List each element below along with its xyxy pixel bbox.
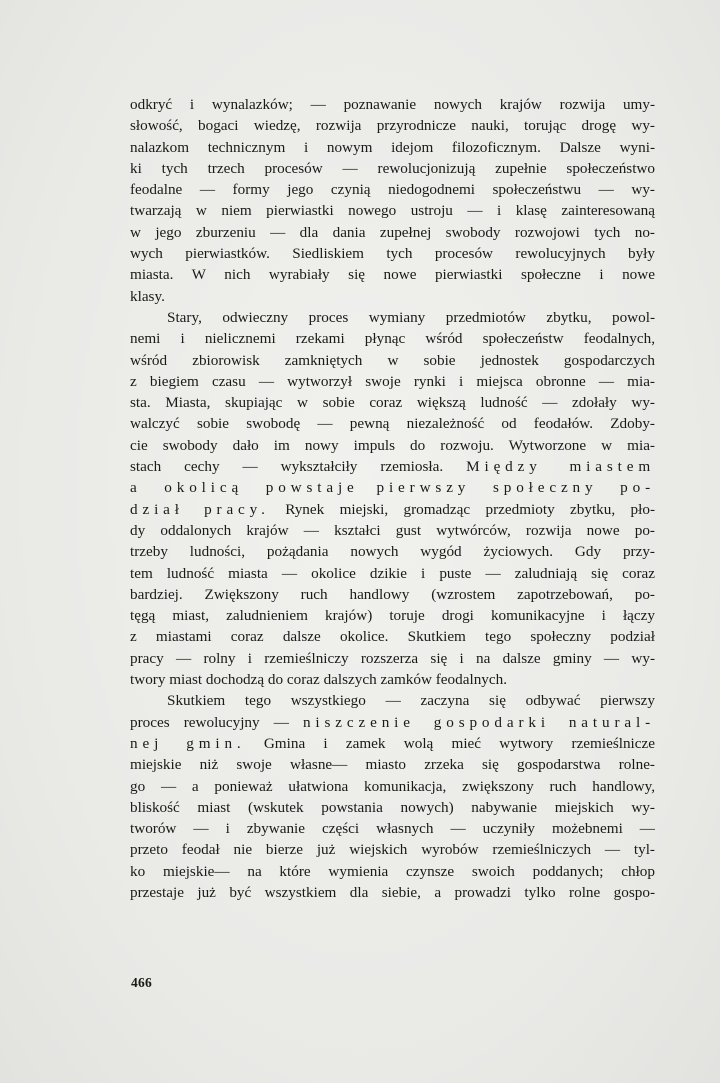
text-fragment: Gmina i zamek wolą mieć wytwory rzemieślnicze (263, 734, 655, 752)
text-line: słowość, bogaci wiedzę, rozwija przyrodnicze nauki, torując drogę wy- (130, 117, 655, 135)
text-line: ki tych trzech procesów — rewolucjonizują zupełnie społeczeństwo (130, 159, 655, 177)
text-line: przestaje już być wszystkiem dla siebie, a prowadzi tylko rolne gospo- (130, 883, 655, 901)
body-text (130, 94, 655, 903)
text-line: miejskie niż swoje własne— miasto zrzeka się gospodarstwa rolne- (130, 756, 655, 774)
text-line-mixed (130, 712, 655, 733)
text-line: cie swobody dało im nowy impuls do rozwoju. Wytworzone w mia- (130, 436, 655, 454)
text-line: wych pierwiastków. Siedliskiem tych procesów rewolucyjnych były (130, 245, 655, 263)
text-fragment: Rynek miejski, gromadząc przedmioty zbytku, pło- (285, 500, 656, 518)
text-line-mixed (130, 456, 655, 477)
text-line: twarzają w niem pierwiastki nowego ustroju — i klasę zainteresowaną (130, 202, 655, 220)
text-line: z biegiem czasu — wytworzył swoje rynki i miejsca obronne — mia- (130, 372, 655, 390)
text-fragment: stach cechy — wykształciły rzemiosła. (130, 458, 444, 476)
text-line: nemi i nielicznemi rzekami płynąc wśród społeczeństw feodalnych, (130, 330, 655, 348)
page-number: 466 (131, 975, 153, 990)
text-line: dy oddalonych krajów — kształci gust wytwórców, rozwija nowe po- (130, 521, 655, 539)
spaced-emphasis: dział pracy. (130, 500, 270, 518)
text-line: ko miejskie— na które wymienia czynsze swoich poddanych; chłop (130, 862, 655, 880)
text-line-mixed (130, 499, 655, 520)
text-line: w jego zburzeniu — dla dania zupełnej swobody rozwojowi tych no- (130, 223, 655, 241)
text-line: feodalne — formy jego czynią niedogodnemi społeczeństwu — wy- (130, 181, 655, 199)
spaced-emphasis: pierwszy społeczny po- (376, 479, 656, 497)
text-line: bardziej. Zwiększony ruch handlowy (wzrostem zapotrzebowań, po- (130, 585, 655, 603)
text-line: miasta. W nich wyrabiały się nowe pierwiastki społeczne i nowe (130, 266, 655, 284)
text-line: nalazkom technicznym i nowym idejom filozoficznym. Dalsze wyni- (130, 138, 655, 156)
text-line-mixed (130, 733, 655, 754)
text-line: trzeby ludności, pożądania nowych wygód życiowych. Gdy przy- (130, 543, 655, 561)
text-line: walczyć sobie swobodę — pewną niezależność od feodałów. Zdoby- (130, 415, 655, 433)
text-line: twory miast dochodzą do coraz dalszych zamków feodalnych. (130, 671, 508, 689)
text-line: tęgą miast, zaludnieniem krajów) toruje drogi komunikacyjne i łączy (130, 607, 655, 625)
text-line: Skutkiem tego wszystkiego — zaczyna się odbywać pierwszy (167, 692, 655, 710)
spaced-emphasis: a okolicą powstaje (130, 479, 359, 497)
text-line: wśród zbiorowisk zamkniętych w sobie jednostek gospodarczych (130, 351, 655, 369)
spaced-emphasis: niszczenie gospodarki natural- (302, 713, 655, 731)
text-line: bliskość miast (wskutek powstania nowych) nabywanie miejskich wy- (130, 798, 655, 816)
spaced-emphasis: nej gmin. (130, 734, 246, 752)
text-line: pracy — rolny i rzemieślniczy rozszerza się i na dalsze gminy — wy- (130, 649, 655, 667)
text-line: odkryć i wynalazków; — poznawanie nowych krajów rozwija umy- (130, 96, 655, 113)
spaced-emphasis: Między miastem (466, 458, 656, 476)
text-line: klasy. (130, 287, 165, 305)
text-line: sta. Miasta, skupiając w sobie coraz większą ludność — zdołały wy- (130, 394, 655, 412)
text-fragment: proces rewolucyjny — (130, 713, 289, 731)
text-line-mixed (130, 477, 655, 498)
text-line: tem ludność miasta — okolice dzikie i puste — zaludniają się coraz (130, 564, 655, 582)
text-line: przeto feodał nie bierze już wiejskich wyrobów rzemieślniczych — tyl- (130, 841, 655, 859)
text-line: z miastami coraz dalsze okolice. Skutkiem tego społeczny podział (130, 628, 655, 646)
text-line: Stary, odwieczny proces wymiany przedmiotów zbytku, powol- (167, 308, 655, 326)
text-line: go — a ponieważ ułatwiona komunikacja, zwiększony ruch handlowy, (130, 777, 655, 795)
text-line: tworów — i zbywanie części własnych — uczyniły możebnemi — (130, 820, 655, 838)
